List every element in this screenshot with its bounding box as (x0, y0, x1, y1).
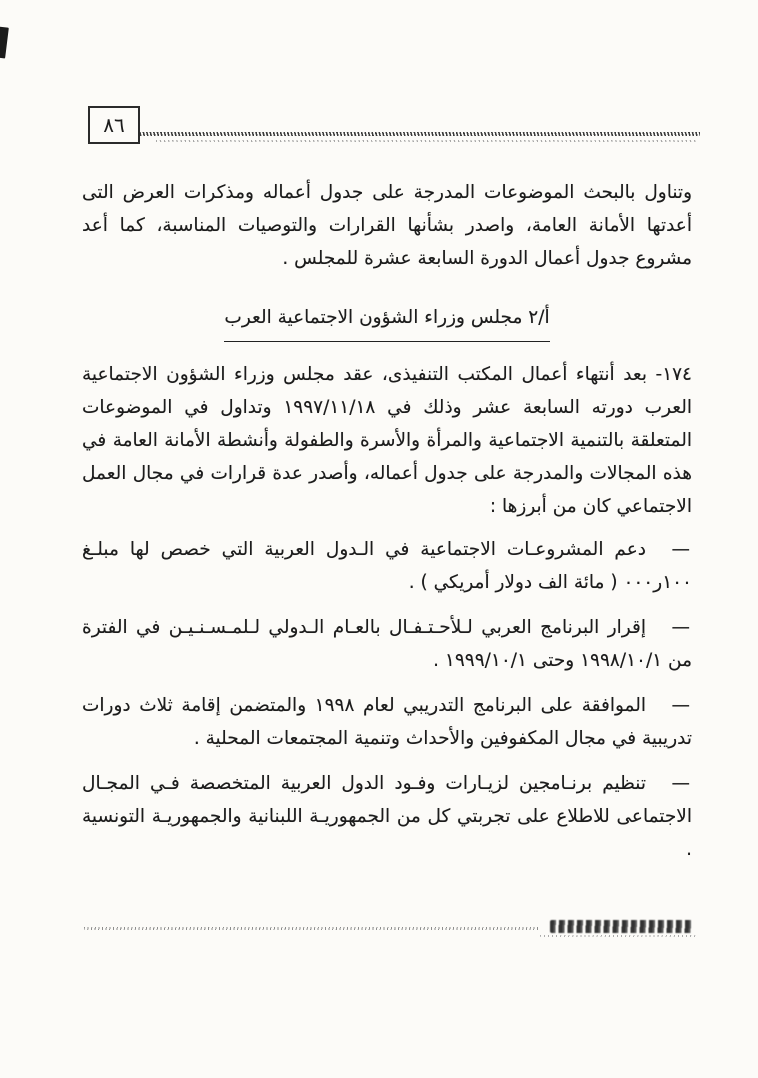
header-rule (140, 132, 700, 136)
section-heading: أ/٢ مجلس وزراء الشؤون الاجتماعية العرب (224, 301, 549, 342)
intro-paragraph: وتناول بالبحث الموضوعات المدرجة على جدول أعماله ومذكرات العرض التى أعدتها الأمانة العامة، واصدر بشأنها القرارات والتوصيات المناسبة، كما أعد مشروع جدول أعمال الدورة السابعة عشرة للمجلس . (82, 182, 692, 269)
paragraph-174: ١٧٤- بعد أنتهاء أعمال المكتب التنفيذى، عقد مجلس وزراء الشؤون الاجتماعية العرب دورته السابعة عشر وذلك في ١٩٩٧/١١/١٨ وتداول في الموضوعات المتعلقة بالتنمية الاجتماعية والمرأة والأسرة والطفولة وأنشطة الأمانة العامة في هذه المجالات والمدرجة على جدول أعماله، وأصدر عدة قرارات في مجال العمل الاجتماعي كان من أبرزها : (82, 364, 692, 517)
bullet-item (82, 533, 692, 599)
bullet-list (82, 533, 692, 866)
bullet-text: إقرار البرنامج العربي لـلأحـتـفـال بالعـام الـدولي لـلمـسـنـيـن في الفترة من ١٩٩٨/١٠/١ وحتى ١٩٩٩/١٠/١ . (82, 617, 692, 671)
body-text (82, 176, 692, 878)
bullet-dash: — (671, 617, 690, 638)
bullet-text: الموافقة على البرنامج التدريبي لعام ١٩٩٨ والمتضمن إقامة ثلاث دورات تدريبية في مجال المكفوفين والأحداث وتنمية المجتمعات المحلية . (82, 695, 692, 749)
page-number-box (88, 106, 140, 144)
bullet-item (82, 689, 692, 755)
page-number: ٨٦ (103, 113, 125, 137)
header-rule-secondary (156, 140, 696, 142)
bullet-item (82, 611, 692, 677)
footer-illegible-text (550, 920, 692, 933)
bullet-dash: — (671, 539, 690, 560)
footer-dotted-line-secondary (540, 935, 696, 937)
footer (84, 919, 696, 939)
bullet-dash: — (671, 773, 690, 794)
bullet-dash: — (671, 695, 690, 716)
footer-dotted-line (84, 927, 538, 930)
scan-artifact (0, 26, 9, 58)
bullet-text: دعم المشروعـات الاجتماعية في الـدول العربية التي خصص لها مبلـغ ١٠٠ر٠٠٠ ( مائة الف دولار أمريكي ) . (82, 539, 692, 593)
bullet-text: تنظيم برنـامجين لزيـارات وفـود الدول العربية المتخصصة فـي المجـال الاجتماعى للاطلاع على تجربتي كل من الجمهوريـة اللبنانية والجمهوريـة التونسية . (82, 773, 692, 860)
bullet-item (82, 767, 692, 866)
section-heading-wrap (82, 301, 692, 342)
